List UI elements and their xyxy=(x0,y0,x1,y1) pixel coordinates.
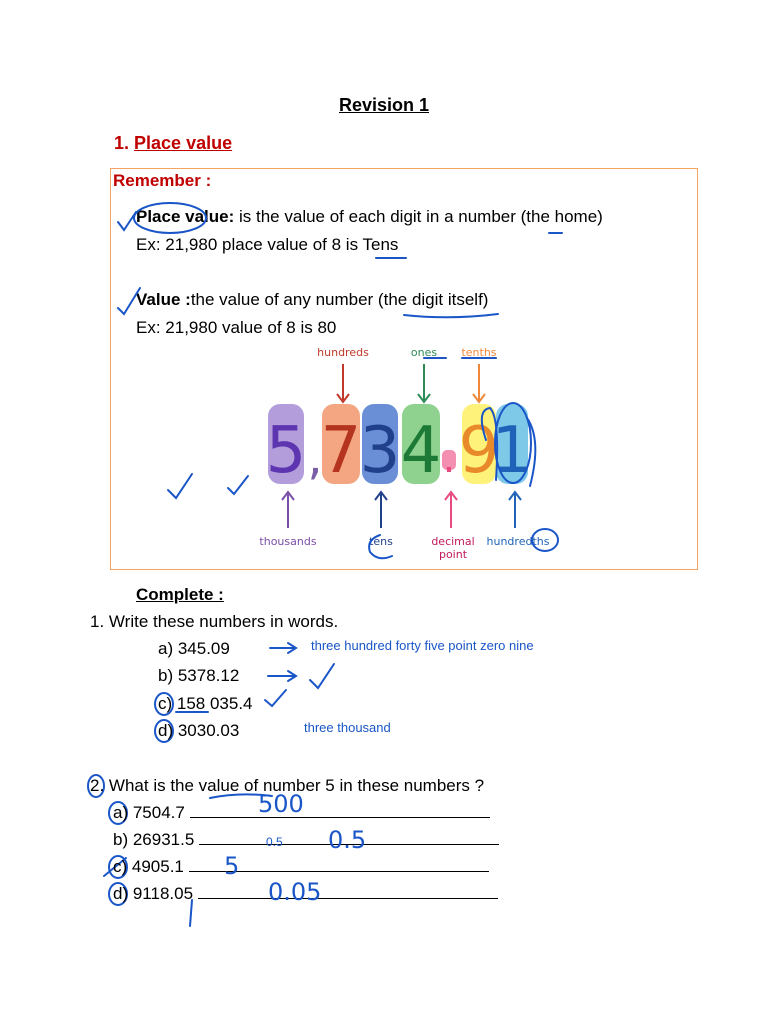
label-decimal: decimal xyxy=(431,535,475,548)
remember-title: Remember : xyxy=(113,171,212,190)
label-hundreds: hundreds xyxy=(317,346,369,359)
digit-ones: 4 xyxy=(400,414,442,488)
q1-answer-a[interactable]: three hundred forty five point zero nine xyxy=(311,638,534,653)
label-ones: ones xyxy=(410,346,438,359)
page-title: Revision 1 xyxy=(338,95,430,115)
checkmark-icon xyxy=(118,288,140,314)
q2-item-b-label: b) 26931.5 xyxy=(113,830,195,849)
value-term: Value : xyxy=(136,290,191,309)
arrow-annotation-icon xyxy=(268,671,296,681)
checkmark-icon xyxy=(310,664,334,688)
answer-blank[interactable] xyxy=(198,884,498,899)
digit-hundredths: 1 xyxy=(491,414,533,488)
checkmark-icon xyxy=(265,690,286,706)
q2-answer-c: 5 xyxy=(224,852,240,880)
q1-item-a: a) 345.09 xyxy=(158,639,230,658)
q2-answer-a: 500 xyxy=(258,790,304,818)
q2-item-a-label: a) 7504.7 xyxy=(113,803,185,822)
place-value-example: Ex: 21,980 place value of 8 is Tens xyxy=(136,235,399,254)
value-definition-text: the value of any number (the digit itself) xyxy=(190,290,489,309)
question-1-prompt: Write these numbers in words. xyxy=(108,612,339,631)
q2-answer-b: 0.5 xyxy=(328,826,367,854)
q1-item-b: b) 5378.12 xyxy=(158,666,240,685)
section-title: Place value xyxy=(134,133,233,153)
answer-blank[interactable] xyxy=(190,803,490,818)
q1-answer-d[interactable]: three thousand xyxy=(304,720,391,735)
digit-thousands: 5 xyxy=(265,414,307,488)
digit-tens: 3 xyxy=(359,414,401,488)
digit-hundreds: 7 xyxy=(320,414,362,488)
section-number: 1. xyxy=(114,133,130,153)
q2-typed-answer-b: 0.5 xyxy=(266,835,283,849)
q1-item-d: d) 3030.03 xyxy=(158,721,240,740)
question-1-number: 1. xyxy=(90,612,105,631)
digit-tenths: 9 xyxy=(458,414,500,488)
arrow-annotation-icon xyxy=(270,643,296,653)
q2-item-d-label: d) 9118.05 xyxy=(113,884,194,903)
q2-item-b xyxy=(113,830,499,850)
value-example: Ex: 21,980 value of 8 is 80 xyxy=(136,318,337,337)
place-value-definition-text: is the value of each digit in a number (the home) xyxy=(234,207,603,226)
label-hundredths: hundredths xyxy=(486,535,550,548)
q2-item-c-label: c) 4905.1 xyxy=(113,857,184,876)
label-point: point xyxy=(438,548,468,561)
label-tens: tens xyxy=(369,535,393,548)
q2-answer-d: 0.05 xyxy=(268,878,322,906)
checkmark-icon xyxy=(168,474,192,498)
circle-annotation-icon xyxy=(134,203,206,233)
label-thousands: thousands xyxy=(259,535,317,548)
checkmark-icon xyxy=(118,212,136,230)
underline-digit-itself-annotation xyxy=(404,314,498,317)
place-value-term: Place value: xyxy=(136,207,235,226)
label-tenths: tenths xyxy=(461,346,497,359)
q1-item-c: c) 158 035.4 xyxy=(158,694,253,713)
question-2-number: 2. xyxy=(90,776,105,795)
question-1 xyxy=(90,612,338,632)
q2-item-c xyxy=(113,857,489,877)
checkmark-icon xyxy=(228,476,248,494)
question-2-prompt: What is the value of number 5 in these numbers ? xyxy=(108,776,485,795)
comma-separator: , xyxy=(307,430,323,486)
decimal-point: . xyxy=(442,436,456,482)
complete-title: Complete : xyxy=(136,585,224,604)
